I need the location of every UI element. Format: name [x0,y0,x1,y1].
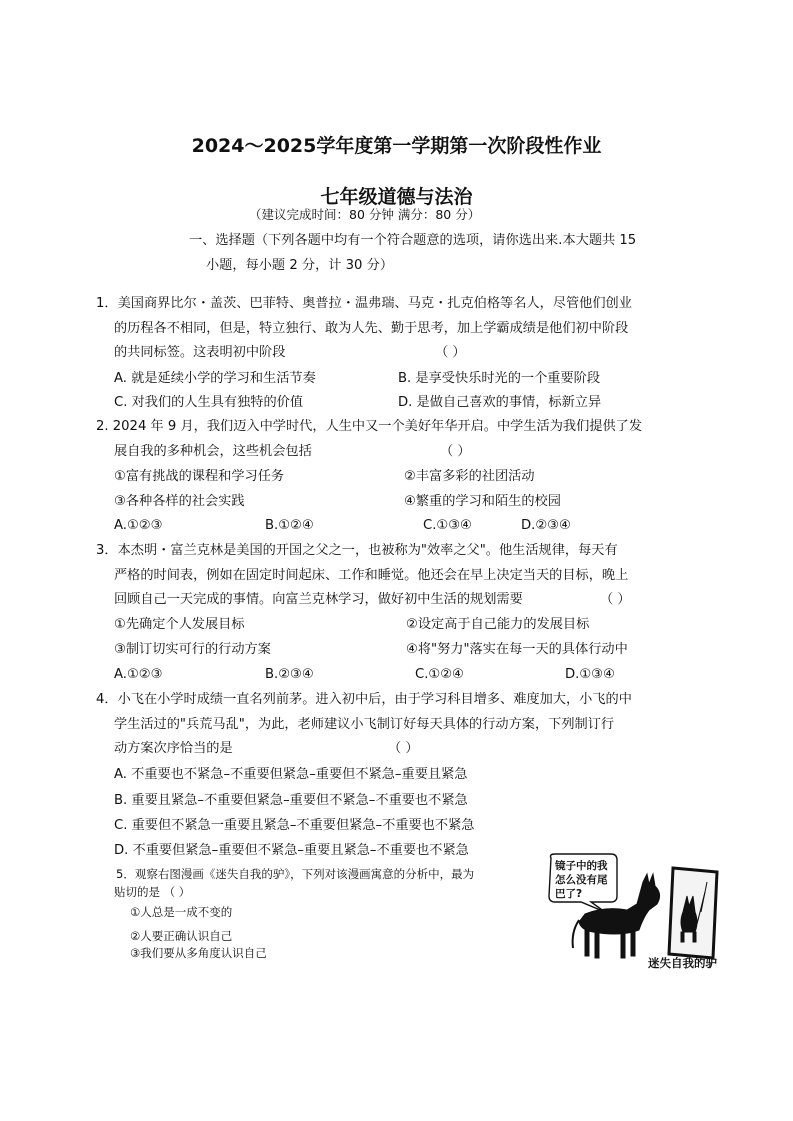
option-b: B. 重要且紧急–不重要但紧急–重要但不紧急–不重要也不紧急 [114,793,468,808]
option-a: A. 就是延续小学的学习和生活节奏 [114,371,316,386]
question-stem: 的共同标签。这表明初中阶段 [114,345,286,360]
statement-item: ①先确定个人发展目标 [114,617,245,632]
option-b: B.①②④ [265,518,314,533]
question-stem: 的历程各不相同，但是，特立独行、敢为人先、勤于思考，加上学霸成绩是他们初中阶段 [114,321,629,336]
exam-meta: （建议完成时间：80 分钟 满分：80 分） [249,207,481,222]
page-subtitle: 七年级道德与法治 [320,186,473,208]
section-heading: 一、选择题（下列各题中均有一个符合题意的选项，请你选出来.本大题共 15 [189,233,637,248]
answer-bracket: （ ） [600,592,631,607]
option-c: C.①③④ [423,518,472,533]
statement-item: ③制订切实可行的行动方案 [114,642,271,657]
answer-bracket: （ ） [388,741,419,756]
statement-item: ③我们要从多角度认识自己 [130,946,267,960]
section-heading-cont: 小题，每小题 2 分，计 30 分） [206,258,394,273]
option-d: D. 不重要但紧急–重要但不紧急–重要且紧急–不重要也不紧急 [114,843,469,858]
bubble-text: 巴了? [555,888,583,900]
option-d: D. 是做自己喜欢的事情，标新立异 [398,395,602,410]
bubble-text: 怎么没有尾 [555,874,608,886]
option-c: C.①②④ [415,667,464,682]
question-stem: 3．本杰明・富兰克林是美国的开国之父之一，也被称为"效率之父"。他生活规律，每天有 [96,543,618,558]
page-title: 2024～2025学年度第一学期第一次阶段性作业 [191,135,602,157]
option-b: B. 是享受快乐时光的一个重要阶段 [398,371,601,386]
question-stem: 学生活过的"兵荒马乱"，为此，老师建议小飞制订好每天具体的行动方案，下列制订行 [114,717,615,732]
question-stem: 4．小飞在小学时成绩一直名列前茅。进入初中后，由于学习科目增多、难度加大，小飞的中 [96,692,632,707]
statement-item: ③各种各样的社会实践 [114,494,245,509]
donkey-cartoon [545,852,735,972]
statement-item: ④繁重的学习和陌生的校园 [404,494,561,509]
statement-item: ④将"努力"落实在每一天的具体行动中 [406,642,628,657]
answer-bracket: （ ） [435,345,466,360]
statement-item: ①人总是一成不变的 [130,905,233,919]
statement-item: ②设定高于自己能力的发展目标 [406,617,590,632]
question-stem: 动方案次序恰当的是 [114,741,233,756]
question-stem: 展自我的多种机会，这些机会包括 [114,444,312,459]
option-d: D.②③④ [521,518,571,533]
option-c: C. 对我们的人生具有独特的价值 [114,395,304,410]
option-d: D.①③④ [565,667,615,682]
question-stem: 回顾自己一天完成的事情。向富兰克林学习，做好初中生活的规划需要 [114,592,523,607]
option-a: A.①②③ [114,667,163,682]
bubble-text: 镜子中的我 [555,860,608,872]
cartoon-caption: 迷失自我的驴 [648,956,717,970]
statement-item: ①富有挑战的课程和学习任务 [114,469,285,484]
question-stem: 严格的时间表，例如在固定时间起床、工作和睡觉。他还会在早上决定当天的目标，晚上 [114,568,629,583]
answer-bracket: （ ） [440,444,471,459]
statement-item: ②丰富多彩的社团活动 [404,469,535,484]
option-c: C. 重要但不紧急一重要且紧急–不重要但紧急–不重要也不紧急 [114,818,475,833]
option-b: B.②③④ [265,667,314,682]
question-stem: 1．美国商界比尔・盖茨、巴菲特、奥普拉・温弗瑞、马克・扎克伯格等名人，尽管他们创业 [96,296,632,311]
mirror [669,868,717,958]
question-stem: 贴切的是 （ ） [114,885,191,899]
statement-item: ②人要正确认识自己 [130,929,233,943]
question-stem: 2. 2024 年 9 月，我们迈入中学时代，人生中又一个美好年华开启。中学生活为我们提供了发 [96,419,643,434]
question-stem: 5．观察右图漫画《迷失自我的驴》，下列对该漫画寓意的分析中，最为 [116,867,475,881]
option-a: A. 不重要也不紧急–不重要但紧急–重要但不紧急–重要且紧急 [114,767,468,782]
option-a: A.①②③ [114,518,163,533]
